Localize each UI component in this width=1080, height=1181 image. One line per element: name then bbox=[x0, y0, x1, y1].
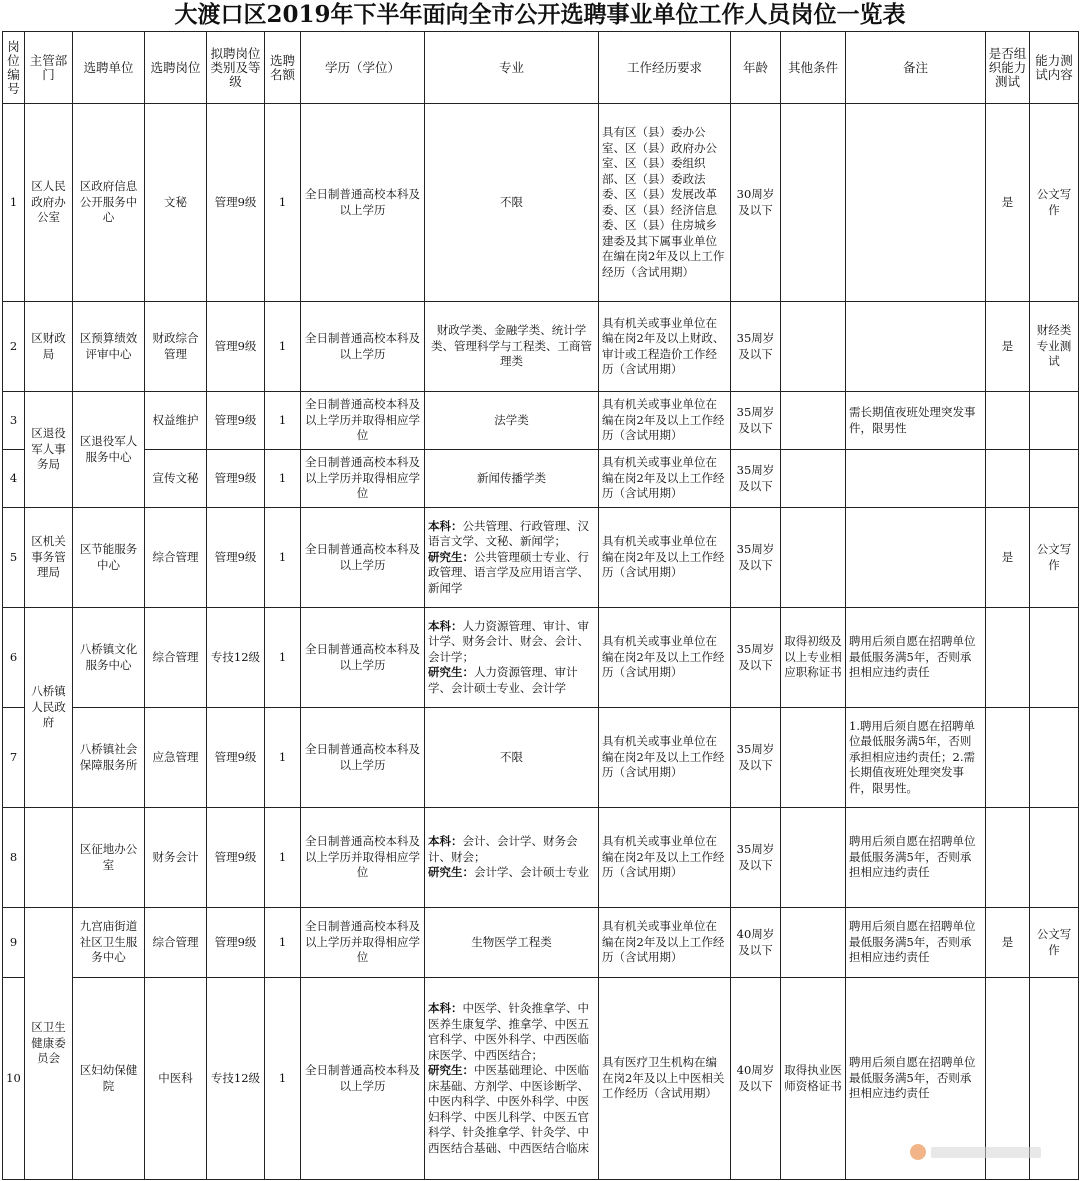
cell-edu: 全日制普通高校本科及以上学历 bbox=[301, 608, 425, 708]
cell-other: 取得执业医师资格证书 bbox=[781, 978, 846, 1180]
cell-test bbox=[986, 608, 1030, 708]
cell-grade: 管理9级 bbox=[207, 708, 265, 808]
cell-unit: 八桥镇文化服务中心 bbox=[73, 608, 145, 708]
table-row bbox=[3, 708, 1079, 808]
cell-unit: 区预算绩效评审中心 bbox=[73, 302, 145, 392]
cell-major: 不限 bbox=[425, 104, 599, 302]
table-row bbox=[3, 392, 1079, 450]
cell-major: 财政学类、金融学类、统计学类、管理科学与工程类、工商管理类 bbox=[425, 302, 599, 392]
cell-unit: 区征地办公室 bbox=[73, 808, 145, 908]
cell-post: 权益维护 bbox=[145, 392, 207, 450]
cell-test: 是 bbox=[986, 104, 1030, 302]
cell-unit: 九宫庙街道社区卫生服务中心 bbox=[73, 908, 145, 978]
cell-unit: 八桥镇社会保障服务所 bbox=[73, 708, 145, 808]
cell-grade: 管理9级 bbox=[207, 450, 265, 508]
cell-age: 40周岁及以下 bbox=[731, 908, 781, 978]
cell-post: 中医科 bbox=[145, 978, 207, 1180]
cell-note: 聘用后须自愿在招聘单位最低服务满5年，否则承担相应违约责任 bbox=[846, 908, 986, 978]
cell-grade: 管理9级 bbox=[207, 508, 265, 608]
cell-note bbox=[846, 104, 986, 302]
cell-grade: 管理9级 bbox=[207, 392, 265, 450]
cell-no: 10 bbox=[3, 978, 25, 1180]
cell-age: 35周岁及以下 bbox=[731, 708, 781, 808]
major-grad: 人力资源管理、审计学、会计硕士专业、会计学 bbox=[428, 665, 578, 695]
major-undergrad: 人力资源管理、审计、审计学、财务会计、财会、会计、会计学； bbox=[428, 618, 589, 664]
cell-no: 5 bbox=[3, 508, 25, 608]
cell-no: 9 bbox=[3, 908, 25, 978]
cell-age: 35周岁及以下 bbox=[731, 608, 781, 708]
cell-exp: 具有机关或事业单位在编在岗2年及以上工作经历（含试用期） bbox=[599, 708, 731, 808]
cell-note: 需长期值夜班处理突发事件，限男性 bbox=[846, 392, 986, 450]
cell-note: 聘用后须自愿在招聘单位最低服务满5年，否则承担相应违约责任 bbox=[846, 978, 986, 1180]
cell-post: 综合管理 bbox=[145, 908, 207, 978]
cell-exp: 具有机关或事业单位在编在岗2年及以上工作经历（含试用期） bbox=[599, 608, 731, 708]
cell-no: 2 bbox=[3, 302, 25, 392]
cell-content: 公文写作 bbox=[1030, 104, 1079, 302]
cell-test bbox=[986, 392, 1030, 450]
cell-note: 聘用后须自愿在招聘单位最低服务满5年，否则承担相应违约责任 bbox=[846, 608, 986, 708]
cell-post: 应急管理 bbox=[145, 708, 207, 808]
cell-exp: 具有机关或事业单位在编在岗2年及以上工作经历（含试用期） bbox=[599, 450, 731, 508]
major-undergrad: 会计、会计学、财务会计、财会； bbox=[428, 834, 578, 864]
header-note: 备注 bbox=[846, 32, 986, 104]
cell-count: 1 bbox=[265, 508, 301, 608]
header-count: 选聘名额 bbox=[265, 32, 301, 104]
cell-unit: 区政府信息公开服务中心 bbox=[73, 104, 145, 302]
cell-major: 法学类 bbox=[425, 392, 599, 450]
cell-count: 1 bbox=[265, 708, 301, 808]
watermark-logo-icon bbox=[910, 1144, 926, 1160]
cell-unit: 区妇幼保健院 bbox=[73, 978, 145, 1180]
major-undergrad: 公共管理、行政管理、汉语言文学、文秘、新闻学； bbox=[428, 518, 589, 549]
cell-major: 生物医学工程类 bbox=[425, 908, 599, 978]
cell-edu: 全日制普通高校本科及以上学历 bbox=[301, 508, 425, 608]
major-undergrad-label: 本科： bbox=[428, 618, 463, 633]
cell-count: 1 bbox=[265, 978, 301, 1180]
cell-count: 1 bbox=[265, 104, 301, 302]
cell-dept: 区财政局 bbox=[25, 302, 73, 392]
cell-edu: 全日制普通高校本科及以上学历 bbox=[301, 104, 425, 302]
cell-major bbox=[425, 808, 599, 908]
cell-edu: 全日制普通高校本科及以上学历并取得相应学位 bbox=[301, 450, 425, 508]
header-row bbox=[3, 32, 1079, 104]
cell-grade: 管理9级 bbox=[207, 104, 265, 302]
cell-count: 1 bbox=[265, 808, 301, 908]
header-edu: 学历（学位） bbox=[301, 32, 425, 104]
cell-count: 1 bbox=[265, 608, 301, 708]
cell-unit: 区退役军人服务中心 bbox=[73, 392, 145, 508]
cell-content: 财经类专业测试 bbox=[1030, 302, 1079, 392]
cell-other bbox=[781, 302, 846, 392]
cell-other: 取得初级及以上专业相应职称证书 bbox=[781, 608, 846, 708]
cell-content: 公文写作 bbox=[1030, 908, 1079, 978]
cell-dept: 区退役军人事务局 bbox=[25, 392, 73, 508]
cell-edu: 全日制普通高校本科及以上学历并取得相应学位 bbox=[301, 908, 425, 978]
cell-other bbox=[781, 708, 846, 808]
cell-exp: 具有机关或事业单位在编在岗2年及以上工作经历（含试用期） bbox=[599, 508, 731, 608]
header-no: 岗位编号 bbox=[3, 32, 25, 104]
cell-major: 不限 bbox=[425, 708, 599, 808]
table-row bbox=[3, 608, 1079, 708]
cell-other bbox=[781, 808, 846, 908]
cell-post: 综合管理 bbox=[145, 508, 207, 608]
cell-no: 7 bbox=[3, 708, 25, 808]
major-grad-label: 研究生： bbox=[428, 865, 474, 880]
cell-age: 40周岁及以下 bbox=[731, 978, 781, 1180]
table-row bbox=[3, 302, 1079, 392]
cell-no: 8 bbox=[3, 808, 25, 908]
cell-grade: 管理9级 bbox=[207, 808, 265, 908]
table-row bbox=[3, 104, 1079, 302]
table-row bbox=[3, 508, 1079, 608]
major-undergrad-label: 本科： bbox=[428, 518, 463, 533]
header-test: 是否组织能力测试 bbox=[986, 32, 1030, 104]
cell-test bbox=[986, 708, 1030, 808]
cell-test: 是 bbox=[986, 508, 1030, 608]
cell-major bbox=[425, 508, 599, 608]
table-row bbox=[3, 908, 1079, 978]
cell-grade: 专技12级 bbox=[207, 608, 265, 708]
cell-age: 35周岁及以下 bbox=[731, 450, 781, 508]
cell-test bbox=[986, 450, 1030, 508]
major-undergrad-label: 本科： bbox=[428, 834, 463, 849]
header-content: 能力测试内容 bbox=[1030, 32, 1079, 104]
cell-edu: 全日制普通高校本科及以上学历 bbox=[301, 978, 425, 1180]
header-post: 选聘岗位 bbox=[145, 32, 207, 104]
cell-post: 财务会计 bbox=[145, 808, 207, 908]
cell-no: 4 bbox=[3, 450, 25, 508]
page-title: 大渡口区2019年下半年面向全市公开选聘事业单位工作人员岗位一览表 bbox=[174, 1, 906, 28]
cell-note: 聘用后须自愿在招聘单位最低服务满5年，否则承担相应违约责任 bbox=[846, 808, 986, 908]
cell-note bbox=[846, 450, 986, 508]
major-grad: 中医基础理论、中医临床基础、方剂学、中医诊断学、中医内科学、中医外科学、中医妇科学、中医儿科学、中医五官科学、针灸推拿学、针灸学、中西医结合基础、中西医结合临床 bbox=[428, 1063, 589, 1155]
major-grad: 会计学、会计硕士专业 bbox=[474, 865, 589, 880]
cell-no: 1 bbox=[3, 104, 25, 302]
cell-count: 1 bbox=[265, 302, 301, 392]
cell-other bbox=[781, 104, 846, 302]
cell-content: 公文写作 bbox=[1030, 508, 1079, 608]
cell-content bbox=[1030, 608, 1079, 708]
cell-dept: 区人民政府办公室 bbox=[25, 104, 73, 302]
table-row bbox=[3, 450, 1079, 508]
cell-edu: 全日制普通高校本科及以上学历 bbox=[301, 708, 425, 808]
cell-grade: 管理9级 bbox=[207, 908, 265, 978]
cell-count: 1 bbox=[265, 392, 301, 450]
cell-count: 1 bbox=[265, 908, 301, 978]
header-age: 年龄 bbox=[731, 32, 781, 104]
cell-no: 3 bbox=[3, 392, 25, 450]
cell-other bbox=[781, 908, 846, 978]
cell-note bbox=[846, 302, 986, 392]
cell-edu: 全日制普通高校本科及以上学历并取得相应学位 bbox=[301, 392, 425, 450]
cell-other bbox=[781, 450, 846, 508]
cell-post: 文秘 bbox=[145, 104, 207, 302]
cell-test bbox=[986, 808, 1030, 908]
table-row bbox=[3, 808, 1079, 908]
cell-dept: 八桥镇人民政府 bbox=[25, 608, 73, 808]
major-grad: 公共管理硕士专业、行政管理、语言学及应用语言学、新闻学 bbox=[428, 549, 589, 595]
cell-unit: 区节能服务中心 bbox=[73, 508, 145, 608]
cell-grade: 管理9级 bbox=[207, 302, 265, 392]
cell-major: 新闻传播学类 bbox=[425, 450, 599, 508]
cell-edu: 全日制普通高校本科及以上学历 bbox=[301, 302, 425, 392]
cell-content bbox=[1030, 392, 1079, 450]
header-major: 专业 bbox=[425, 32, 599, 104]
cell-other bbox=[781, 392, 846, 450]
cell-age: 35周岁及以下 bbox=[731, 508, 781, 608]
cell-note bbox=[846, 508, 986, 608]
header-dept: 主管部门 bbox=[25, 32, 73, 104]
cell-note: 1.聘用后须自愿在招聘单位最低服务满5年，否则承担相应违约责任；2.需长期值夜班处理突发事件，限男性。 bbox=[846, 708, 986, 808]
watermark-text-blur bbox=[931, 1147, 1041, 1158]
cell-grade: 专技12级 bbox=[207, 978, 265, 1180]
header-exp: 工作经历要求 bbox=[599, 32, 731, 104]
header-unit: 选聘单位 bbox=[73, 32, 145, 104]
cell-age: 35周岁及以下 bbox=[731, 808, 781, 908]
cell-exp: 具有区（县）委办公室、区（县）政府办公室、区（县）委组织部、区（县）委政法委、区（县）发展改革委、区（县）经济信息委、区（县）住房城乡建委及其下属事业单位在编在岗2年及以上工作经历（含试用期） bbox=[599, 104, 731, 302]
cell-other bbox=[781, 508, 846, 608]
cell-content bbox=[1030, 708, 1079, 808]
watermark bbox=[910, 1141, 1070, 1163]
cell-post: 综合管理 bbox=[145, 608, 207, 708]
cell-age: 30周岁及以下 bbox=[731, 104, 781, 302]
major-grad-label: 研究生： bbox=[428, 665, 474, 680]
major-undergrad-label: 本科： bbox=[428, 1001, 463, 1015]
cell-content bbox=[1030, 808, 1079, 908]
cell-count: 1 bbox=[265, 450, 301, 508]
cell-exp: 具有机关或事业单位在编在岗2年及以上工作经历（含试用期） bbox=[599, 908, 731, 978]
cell-dept: 区机关事务管理局 bbox=[25, 508, 73, 608]
header-other: 其他条件 bbox=[781, 32, 846, 104]
major-undergrad: 中医学、针灸推拿学、中医养生康复学、推拿学、中医五官科学、中医外科学、中西医临床医学、中西医结合； bbox=[428, 1001, 589, 1062]
cell-content bbox=[1030, 450, 1079, 508]
header-grade: 拟聘岗位类别及等级 bbox=[207, 32, 265, 104]
cell-no: 6 bbox=[3, 608, 25, 708]
cell-exp: 具有机关或事业单位在编在岗2年及以上工作经历（含试用期） bbox=[599, 808, 731, 908]
cell-test: 是 bbox=[986, 908, 1030, 978]
cell-post: 财政综合管理 bbox=[145, 302, 207, 392]
cell-major bbox=[425, 608, 599, 708]
cell-major bbox=[425, 978, 599, 1180]
positions-table bbox=[2, 31, 1079, 1180]
cell-exp: 具有医疗卫生机构在编在岗2年及以上中医相关工作经历（含试用期） bbox=[599, 978, 731, 1180]
cell-edu: 全日制普通高校本科及以上学历并取得相应学位 bbox=[301, 808, 425, 908]
cell-exp: 具有机关或事业单位在编在岗2年及以上工作经历（含试用期） bbox=[599, 392, 731, 450]
cell-exp: 具有机关或事业单位在编在岗2年及以上财政、审计或工程造价工作经历（含试用期） bbox=[599, 302, 731, 392]
cell-dept: 区卫生健康委员会 bbox=[25, 908, 73, 1180]
cell-dept bbox=[25, 808, 73, 908]
major-grad-label: 研究生： bbox=[428, 1063, 474, 1077]
cell-post: 宣传文秘 bbox=[145, 450, 207, 508]
major-grad-label: 研究生： bbox=[428, 549, 474, 564]
cell-age: 35周岁及以下 bbox=[731, 302, 781, 392]
cell-test: 是 bbox=[986, 302, 1030, 392]
cell-age: 35周岁及以下 bbox=[731, 392, 781, 450]
